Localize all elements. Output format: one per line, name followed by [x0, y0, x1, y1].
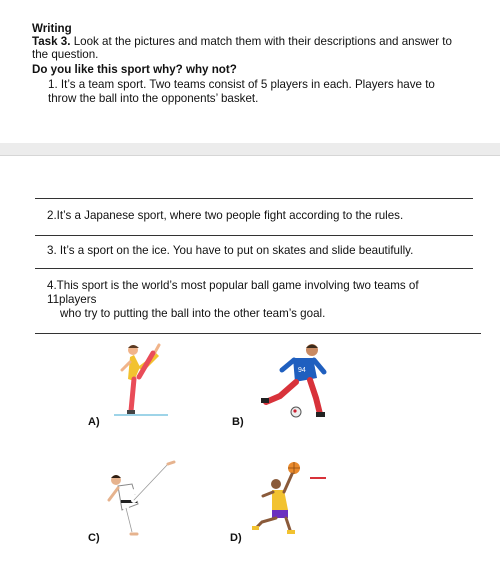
- answer-line-3: [35, 268, 473, 269]
- picture-c-label: C): [88, 532, 100, 544]
- item-4-line-1: 4.This sport is the world’s most popular ball game involving two teams of: [47, 279, 419, 292]
- picture-a-label: A): [88, 416, 100, 428]
- page-gap: [0, 143, 500, 156]
- heading: Writing: [32, 22, 72, 35]
- task-instructions-line-2: the question.: [32, 48, 99, 61]
- item-4-line-2: 11players: [47, 293, 97, 306]
- answer-line-1: [35, 198, 473, 199]
- item-3: 3. It’s a sport on the ice. You have to put on skates and slide beautifully.: [47, 244, 414, 257]
- basketball-player-picture: [246, 458, 336, 538]
- task-text-1: Look at the pictures and match them with their descriptions and answer to: [70, 35, 452, 48]
- picture-b-label: B): [232, 416, 244, 428]
- answer-line-4: [35, 333, 481, 334]
- football-player-picture: [258, 342, 338, 422]
- question: Do you like this sport why? why not?: [32, 63, 237, 76]
- jersey-number: 94: [298, 367, 306, 374]
- task-number: Task 3.: [32, 35, 71, 48]
- karate-picture: [104, 458, 184, 538]
- picture-d-label: D): [230, 532, 242, 544]
- item-1-line-1: 1. It’s a team sport. Two teams consist of 5 players in each. Players have to: [48, 78, 435, 91]
- item-2: 2.It’s a Japanese sport, where two people fight according to the rules.: [47, 209, 404, 222]
- task-instructions-line-1: [32, 35, 452, 48]
- figure-skater-picture: [110, 340, 180, 420]
- worksheet-page-top: [0, 0, 500, 144]
- item-1-line-2: throw the ball into the opponents’ basket.: [48, 92, 259, 105]
- item-4-line-3: who try to putting the ball into the other team’s goal.: [60, 307, 326, 320]
- answer-line-2: [35, 235, 473, 236]
